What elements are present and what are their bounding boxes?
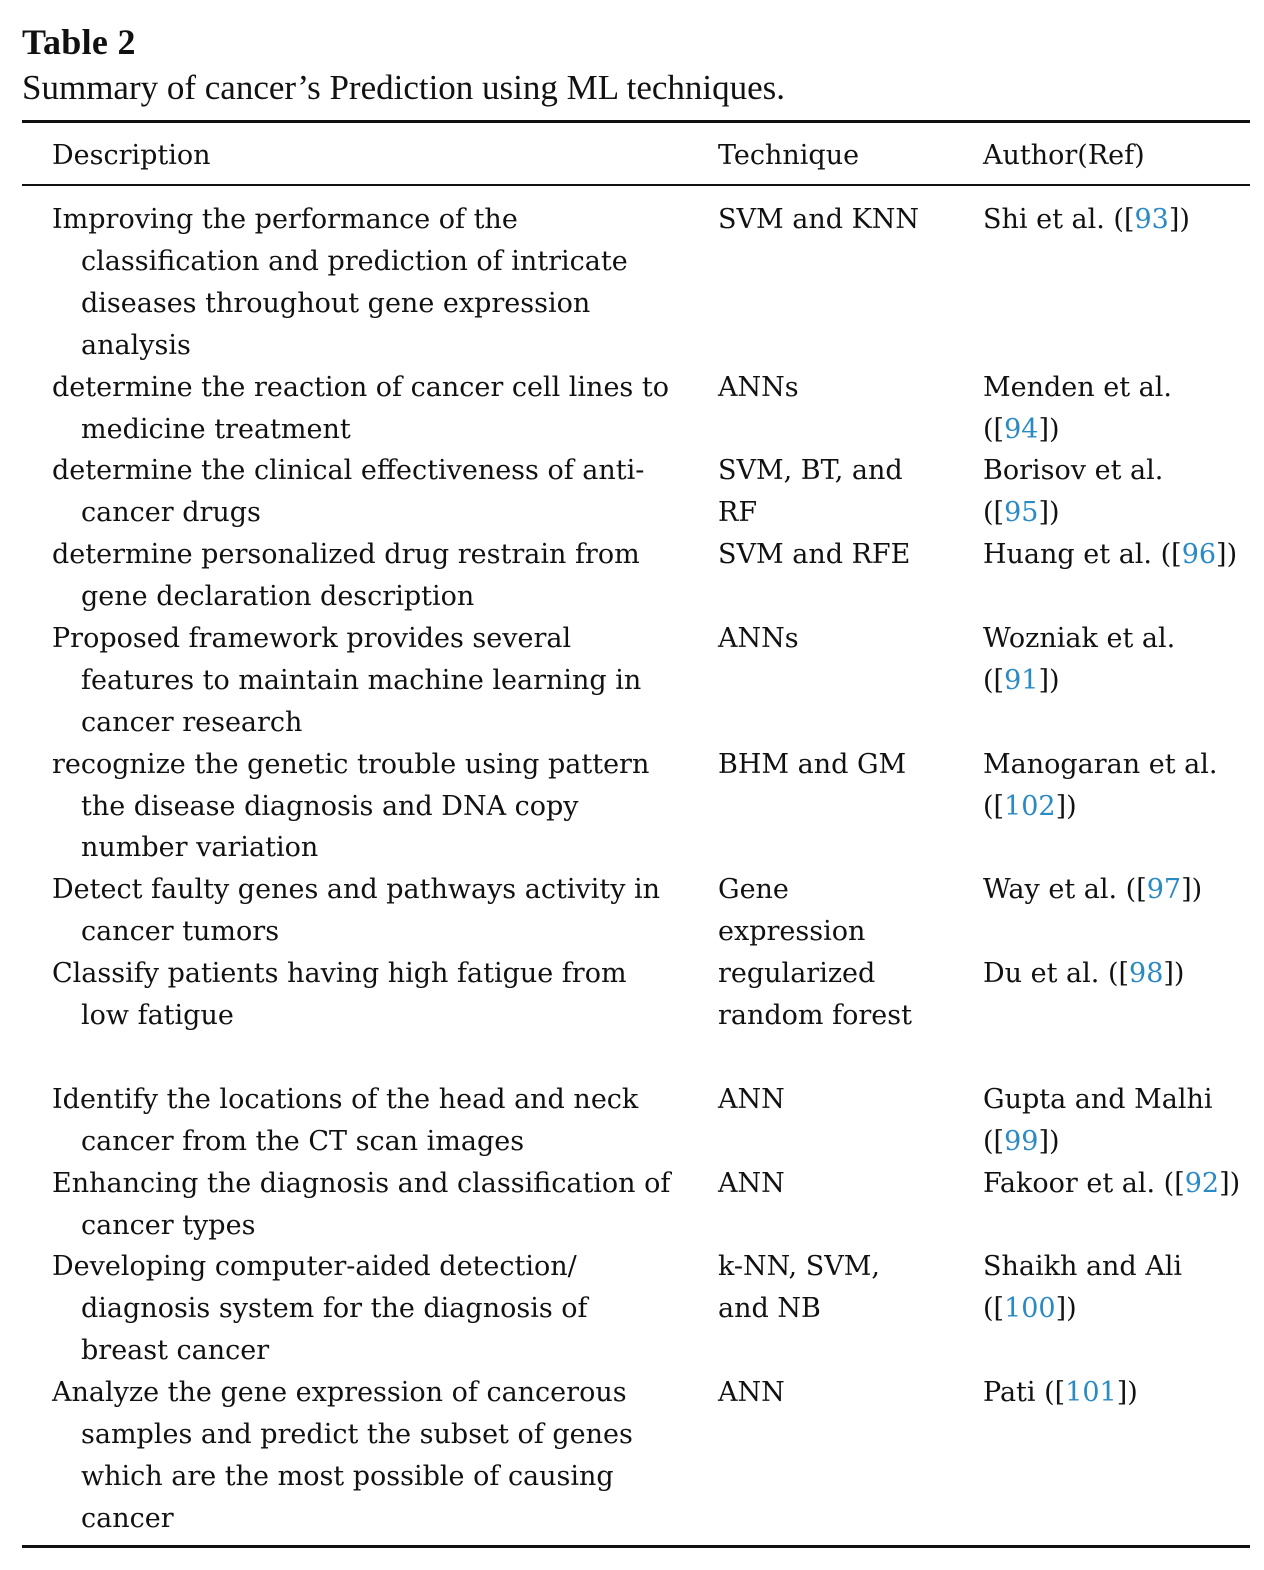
row-author: Fakoor et al. ([92]) [983,1167,1241,1199]
table-row [0,744,1264,870]
row-author: Way et al. ([97]) [983,874,1203,906]
header-rule [22,184,1250,186]
reference-link[interactable]: 95 [1004,497,1039,529]
header-author: Author(Ref) [983,140,1145,171]
author-name: Shi et al. [983,204,1114,235]
row-description: determine the clinical effectiveness of anti-cancer drugs [52,455,645,529]
author-name: Shaikh and Ali [983,1251,1183,1283]
table-row [0,1372,1264,1540]
row-technique: SVM and KNN [718,204,919,235]
author-name: Manogaran et al. [983,748,1218,780]
row-description: determine personalized drug restrain from gene declaration description [52,539,640,613]
author-name: Gupta and Malhi [983,1083,1213,1115]
row-technique: ANNs [718,622,799,654]
row-technique: ANNs [718,371,799,403]
row-author: Du et al. ([98]) [983,958,1185,990]
row-author: Manogaran et al. ([102]) [983,748,1218,822]
bottom-rule [22,1545,1250,1548]
row-author: Huang et al. ([96]) [983,539,1238,571]
table-row [0,1246,1264,1372]
author-name: Menden et al. [983,371,1172,403]
table-body [0,199,1264,1540]
reference-link[interactable]: 99 [1004,1125,1039,1157]
author-name: Way et al. [983,874,1126,906]
table-row [0,869,1264,953]
top-rule [22,120,1250,123]
reference-link[interactable]: 91 [1004,664,1039,696]
table-label: Table 2 [22,22,136,62]
row-description: determine the reaction of cancer cell lines to medicine treatment [52,371,669,445]
row-technique: Gene expression [718,874,866,948]
reference-link[interactable]: 96 [1181,539,1217,571]
reference-link[interactable]: 94 [1004,413,1039,445]
row-technique: ANN [718,1083,785,1115]
row-technique: BHM and GM [718,748,907,780]
row-technique: ANN [718,1167,785,1199]
table-title: Summary of cancer’s Prediction using ML techniques. [22,68,786,107]
row-author: Borisov et al. ([95]) [983,455,1164,529]
row-author: Pati ([101]) [983,1377,1138,1409]
row-description: Identify the locations of the head and neck cancer from the CT scan images [52,1083,639,1157]
row-description: Detect faulty genes and pathways activity in cancer tumors [52,874,661,948]
row-technique: SVM and RFE [718,539,911,571]
reference-link[interactable]: 97 [1146,874,1182,906]
row-description: Classify patients having high fatigue from low fatigue [52,958,627,1032]
table-row [0,1079,1264,1163]
reference-link[interactable]: 92 [1184,1167,1220,1199]
row-description: Analyze the gene expression of cancerous samples and predict the subset of genes which are the most possible of causing cancer [52,1377,633,1534]
author-name: Huang et al. [983,539,1161,571]
row-technique: ANN [718,1377,785,1409]
row-description: Enhancing the diagnosis and classification of cancer types [52,1167,671,1241]
row-technique: k-NN, SVM, and NB [718,1251,880,1325]
author-name: Pati [983,1377,1045,1409]
row-description: Improving the performance of the classification and prediction of intricate diseases throughout gene expression analysis [52,204,628,361]
row-author: Shi et al. ([93]) [983,204,1190,235]
row-author: Menden et al. ([94]) [983,371,1172,445]
reference-link[interactable]: 102 [1004,790,1056,822]
header-description: Description [52,140,211,171]
table-row [0,1163,1264,1247]
row-technique: regularized random forest [718,958,912,1032]
row-author: Wozniak et al. ([91]) [983,622,1176,696]
author-name: Du et al. [983,958,1108,990]
table-row [0,367,1264,451]
table-caption [22,20,1252,112]
row-description: recognize the genetic trouble using pattern the disease diagnosis and DNA copy number variation [52,748,650,864]
author-name: Wozniak et al. [983,622,1176,654]
reference-link[interactable]: 98 [1129,958,1164,990]
row-author: Gupta and Malhi ([99]) [983,1083,1213,1157]
reference-link[interactable]: 93 [1134,204,1169,235]
table-row [0,534,1264,618]
table-row [0,618,1264,744]
row-author: Shaikh and Ali ([100]) [983,1251,1183,1325]
row-technique: SVM, BT, and RF [718,455,903,529]
table-row [0,450,1264,534]
author-name: Fakoor et al. [983,1167,1164,1199]
reference-link[interactable]: 101 [1065,1377,1117,1409]
table-header-row [0,134,1264,178]
header-technique: Technique [718,140,860,171]
table-row [0,199,1264,367]
table-row [0,953,1264,1079]
row-description: Developing computer-aided detection/ diagnosis system for the diagnosis of breast cancer [52,1251,588,1367]
author-name: Borisov et al. [983,455,1164,487]
row-description: Proposed framework provides several features to maintain machine learning in cancer research [52,622,642,738]
reference-link[interactable]: 100 [1004,1293,1056,1325]
